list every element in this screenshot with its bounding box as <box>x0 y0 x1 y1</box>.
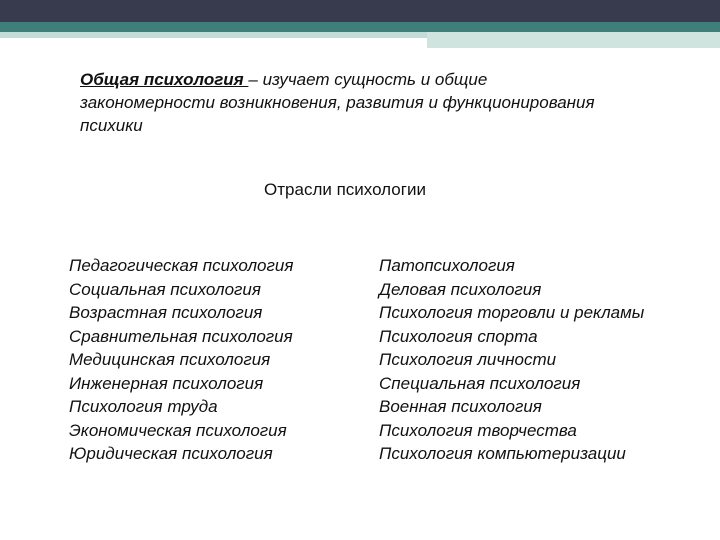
list-item: Юридическая психология <box>69 444 273 463</box>
list-item: Психология личности <box>379 350 557 369</box>
header-bar-dark <box>0 0 720 22</box>
definition-dash: – <box>248 70 263 89</box>
list-item: Психология творчества <box>379 420 577 440</box>
list-item: Педагогическая психология <box>69 256 294 275</box>
branches-list-right <box>379 254 699 466</box>
branches-list-left <box>69 254 359 466</box>
list-item: Психология торговли и рекламы <box>379 303 645 322</box>
definition-term: Общая психология <box>80 70 249 89</box>
list-item: Психология спорта <box>379 326 538 346</box>
definition-text: изучает сущность и общие закономерности возникновения, развития и функционирования психики <box>80 70 595 135</box>
list-item: Медицинская психология <box>69 350 271 369</box>
list-item: Возрастная психология <box>69 303 263 322</box>
list-item: Социальная психология <box>69 279 261 299</box>
section-title: Отрасли психологии <box>264 180 426 199</box>
list-item: Военная психология <box>379 397 542 416</box>
list-item: Психология труда <box>69 397 218 416</box>
list-item: Патопсихология <box>379 256 515 275</box>
definition-paragraph <box>80 68 600 137</box>
list-item: Деловая психология <box>379 279 542 299</box>
list-item: Экономическая психология <box>69 420 287 440</box>
list-item: Инженерная психология <box>69 373 264 393</box>
list-item: Специальная психология <box>379 373 581 393</box>
header-bar-teal <box>0 22 720 32</box>
list-item: Сравнительная психология <box>69 326 293 346</box>
header-bar-light-right <box>427 32 720 48</box>
header-bar-light-left <box>0 32 427 38</box>
list-item: Психология компьютеризации <box>379 444 626 463</box>
